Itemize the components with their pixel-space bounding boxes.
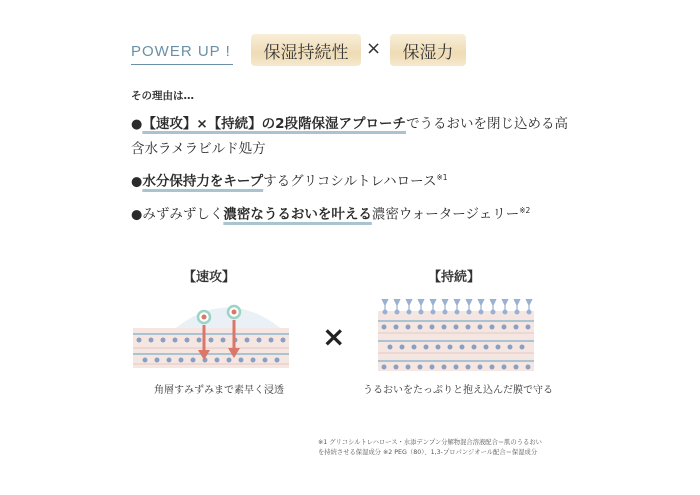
times-symbol-header: × — [366, 38, 382, 59]
footnote-line-2: を持続させる保湿成分 ※2 PEG（80）、1,3-プロパンジオール配合＝保湿成分 — [318, 449, 538, 456]
point-2-footnote-mark: ※1 — [436, 173, 448, 182]
quick-caption: 角層すみずみまで素早く浸透 — [154, 385, 284, 396]
quick-penetration-diagram — [133, 290, 289, 370]
point-3-bold: 濃密なうるおいを叶える — [223, 206, 372, 223]
moisture-persistence-pill — [251, 34, 361, 66]
footnote — [318, 438, 598, 458]
bullet-icon: ● — [131, 117, 143, 132]
bullet-icon: ● — [131, 174, 143, 190]
point-1-rest: でうるおいを閉じ込める高含水ラメラビルド処方 — [131, 116, 569, 157]
reason-label: その理由は… — [131, 90, 194, 102]
point-2-bold: 水分保持力をキープ — [142, 173, 264, 190]
pill-2-text: 保湿力 — [402, 42, 454, 63]
bullet-icon: ● — [131, 207, 143, 223]
point-1 — [131, 112, 571, 161]
point-3-footnote-mark: ※2 — [519, 206, 531, 215]
lasting-film-diagram — [378, 297, 534, 372]
point-2-rest: するグリコシルトレハロース — [263, 173, 437, 190]
quick-title: 【速攻】 — [183, 270, 236, 285]
stratum-corneum-layers — [133, 328, 289, 368]
point-3-rest: 濃密ウォータージェリー — [371, 206, 520, 223]
point-2 — [131, 166, 571, 195]
moisturizing-power-pill — [390, 34, 466, 66]
pill-1-text: 保湿持続性 — [263, 42, 349, 63]
power-up-underline — [131, 64, 233, 65]
power-up-label: POWER UP ! — [131, 43, 231, 60]
point-3 — [131, 199, 571, 228]
point-3-lead: みずみずしく — [142, 206, 224, 223]
footnote-line-1: ※1 グリコシルトレハロース・水添デンプン分解物混合溶液配合＝肌のうるおい — [318, 439, 542, 446]
lasting-title: 【持続】 — [428, 270, 481, 285]
lasting-caption: うるおいをたっぷりと抱え込んだ膜で守る — [363, 385, 553, 396]
point-1-bold: 【速攻】×【持続】の2段階保湿アプローチ — [142, 116, 407, 132]
times-symbol-diagrams: × — [322, 320, 346, 353]
